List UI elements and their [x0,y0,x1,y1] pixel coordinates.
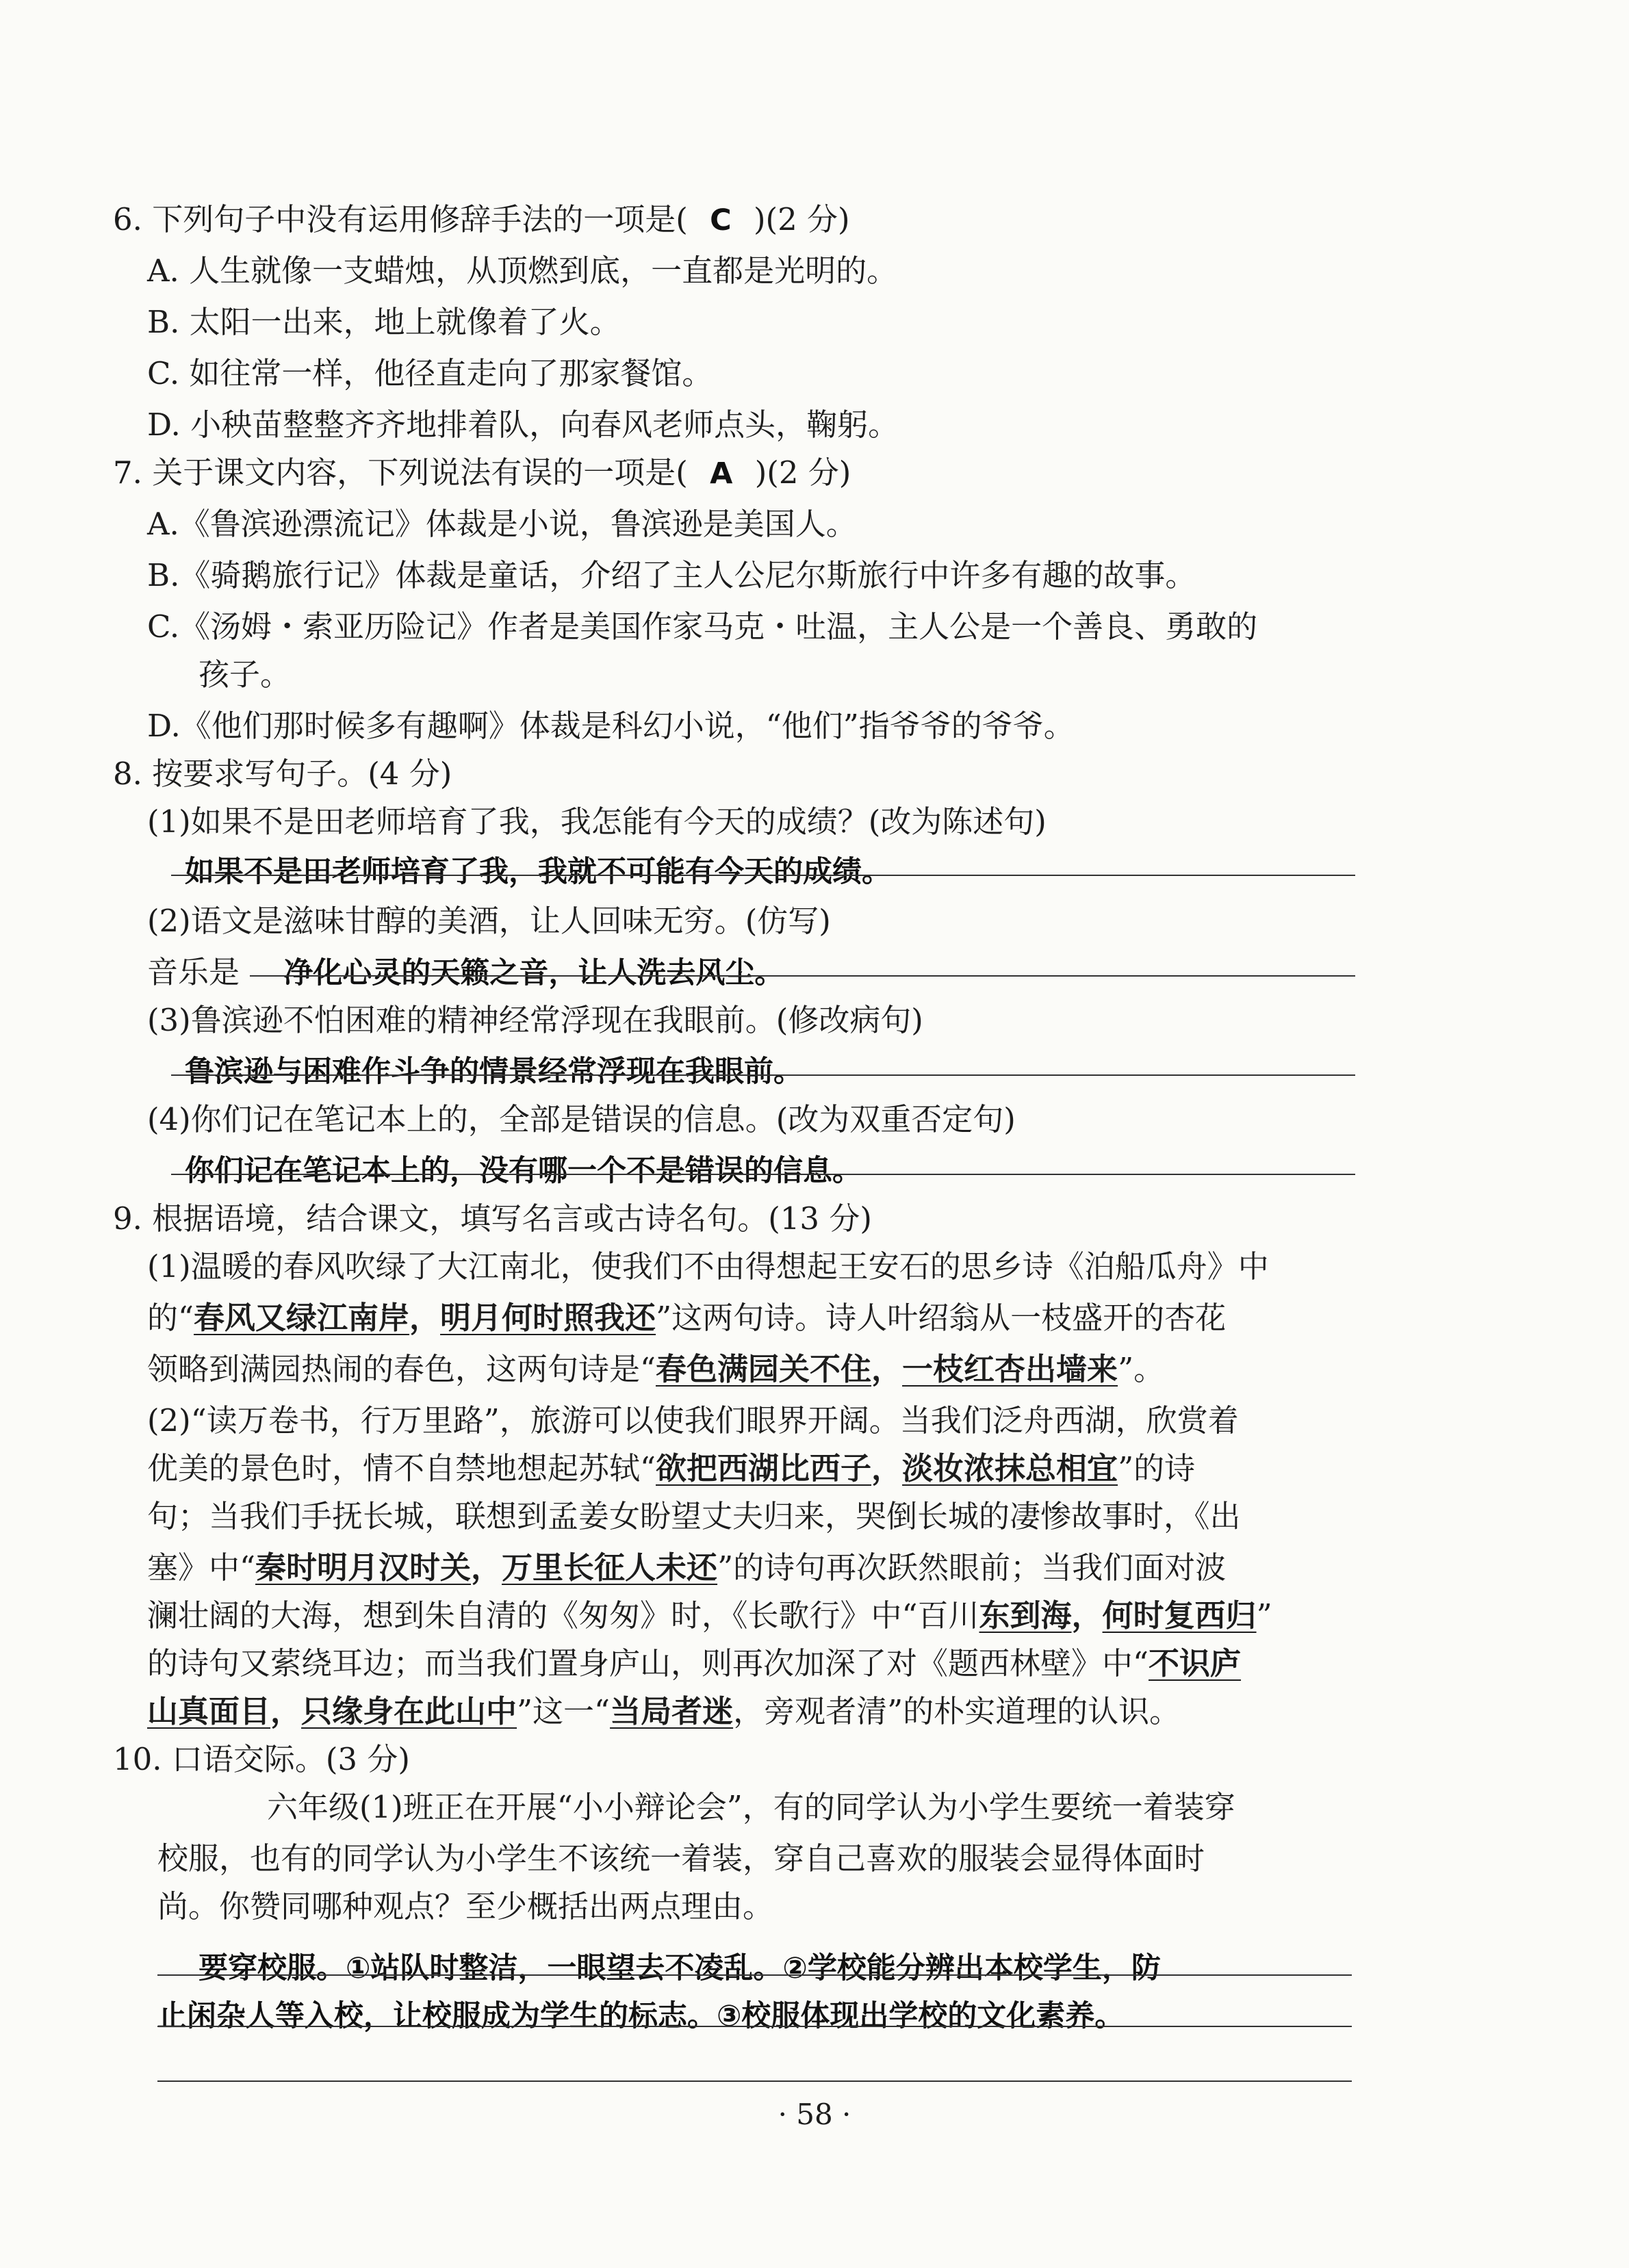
q8-item2-prompt: (2)语文是滋味甘醇的美酒，让人回味无穷。(仿写) [147,903,831,939]
text: 的“ [147,1300,194,1336]
q7-stem [113,448,851,498]
fill-answer: 何时复西归 [1102,1597,1257,1634]
text: ， [871,1351,903,1387]
q7-option-c-cont: 孩子。 [198,656,292,693]
q10-text-line3: 尚。你赞同哪种观点？至少概括出两点理由。 [157,1888,774,1924]
text: ”这一“ [517,1693,611,1729]
q9-p2-line7 [147,1687,1180,1736]
q10-text-line1: 六年级(1)班正在开展“小小辩论会”，有的同学认为小学生要统一着装穿 [267,1789,1235,1825]
answer-line [171,875,1355,876]
q10-answer-line1: 要穿校服。①站队时整洁，一眼望去不凌乱。②学校能分辨出本校学生，防 [198,1951,1161,1985]
fill-answer: 不识庐 [1149,1645,1242,1681]
q7-option-c: C.《汤姆・索亚历险记》作者是美国作家马克・吐温，主人公是一个善良、勇敢的 [147,608,1258,645]
q8-item2-line [147,948,784,997]
q8-item3-prompt: (3)鲁滨逊不怕困难的精神经常浮现在我眼前。(修改病句) [147,1002,923,1038]
answer-line [171,1074,1355,1076]
q9-p2-line6 [147,1639,1241,1688]
text: 澜壮阔的大海，想到朱自清的《匆匆》时，《长歌行》中“百川 [147,1597,979,1634]
fill-answer: 当局者迷 [610,1693,734,1729]
fill-answer: 秦时明月汉时关 [255,1549,472,1586]
q9-stem: 9. 根据语境，结合课文，填写名言或古诗名句。(13 分) [113,1200,872,1237]
fill-answer: 明月何时照我还 [440,1300,656,1336]
q6-option-b: B. 太阳一出来，地上就像着了火。 [147,304,621,340]
q7-stem-text: 7. 关于课文内容，下列说法有误的一项是( [113,454,688,491]
q7-answer: A [710,456,733,491]
q6-option-c: C. 如往常一样，他径直走向了那家餐馆。 [147,355,713,391]
text: ”。 [1118,1351,1165,1387]
fill-answer: 一枝红杏出墙来 [902,1351,1118,1387]
q8-item4-prompt: (4)你们记在笔记本上的，全部是错误的信息。(改为双重否定句) [147,1101,1016,1137]
fill-answer: 只缘身在此山中 [301,1693,517,1729]
text: 领略到满园热闹的春色，这两句诗是“ [147,1351,656,1387]
answer-line [157,2026,1352,2027]
text: 的诗句又萦绕耳边；而当我们置身庐山，则再次加深了对《题西林壁》中“ [147,1645,1149,1681]
q6-stem-text: 6. 下列句子中没有运用修辞手法的一项是( [113,201,688,237]
q9-p2-line1: (2)“读万卷书，行万里路”，旅游可以使我们眼界开阔。当我们泛舟西湖，欣赏着 [147,1402,1239,1439]
text: 优美的景色时，情不自禁地想起苏轼“ [147,1450,656,1486]
text: ， [409,1300,441,1336]
q10-text-line2: 校服，也有的同学认为小学生不该统一着装，穿自己喜欢的服装会显得体面时 [157,1840,1205,1877]
q8-item2-lead: 音乐是 [147,954,240,990]
text: ， [1071,1597,1103,1634]
q9-p2-line3: 句；当我们手抚长城，联想到孟姜女盼望丈夫归来，哭倒长城的凄惨故事时，《出 [147,1498,1241,1534]
text: ” [1256,1597,1272,1634]
text: ， [871,1450,903,1486]
q8-item1-answer: 如果不是田老师培育了我，我就不可能有今天的成绩。 [185,855,891,889]
q8-stem: 8. 按要求写句子。(4 分) [113,756,452,792]
text: ”的诗句再次跃然眼前；当我们面对波 [717,1549,1227,1586]
q8-item1-prompt: (1)如果不是田老师培育了我，我怎能有今天的成绩？(改为陈述句) [147,803,1047,840]
text: ”的诗 [1118,1450,1196,1486]
q9-p2-line5 [147,1591,1272,1640]
text: ”这两句诗。诗人叶绍翁从一枝盛开的杏花 [656,1300,1227,1336]
answer-line [250,975,1355,977]
text: ，旁观者清”的朴实道理的认识。 [733,1693,1181,1729]
q8-item4-answer: 你们记在笔记本上的，没有哪一个不是错误的信息。 [185,1154,862,1188]
answer-line [157,1974,1352,1976]
q7-option-d: D.《他们那时候多有趣啊》体裁是科幻小说，“他们”指爷爷的爷爷。 [147,708,1075,744]
q6-option-d: D. 小秧苗整整齐齐地排着队，向春风老师点头，鞠躬。 [147,407,899,443]
q6-stem [113,195,850,244]
q9-p1-line3 [147,1345,1164,1394]
text: ， [471,1549,502,1586]
fill-answer: 东到海 [979,1597,1072,1634]
q9-p2-line2 [147,1444,1195,1493]
fill-answer: 春风又绿江南岸 [194,1300,410,1336]
answer-line [171,1174,1355,1175]
q8-item3-answer: 鲁滨逊与困难作斗争的情景经常浮现在我眼前。 [185,1055,803,1089]
fill-answer: 欲把西湖比西子 [656,1450,872,1486]
q6-score: )(2 分) [753,201,850,237]
text: ， [270,1693,302,1729]
q9-p2-line4 [147,1543,1226,1593]
q7-score: )(2 分) [754,454,851,491]
q10-answer-line2: 止闲杂人等入校，让校服成为学生的标志。③校服体现出学校的文化素养。 [157,1999,1125,2033]
text: 塞》中“ [147,1549,256,1586]
fill-answer: 山真面目 [147,1693,271,1729]
fill-answer: 万里长征人未还 [502,1549,718,1586]
q9-p1-line2 [147,1293,1226,1343]
q7-option-b: B.《骑鹅旅行记》体裁是童话，介绍了主人公尼尔斯旅行中许多有趣的故事。 [147,557,1196,593]
q10-stem: 10. 口语交际。(3 分) [113,1741,410,1777]
q6-answer: C [710,203,732,237]
q9-p1-line1: (1)温暖的春风吹绿了大江南北，使我们不由得想起王安石的思乡诗《泊船瓜舟》中 [147,1248,1269,1285]
page-number: · 58 · [778,2098,851,2131]
fill-answer: 淡妆浓抹总相宜 [902,1450,1118,1486]
q6-option-a: A. 人生就像一支蜡烛，从顶燃到底，一直都是光明的。 [147,253,898,289]
fill-answer: 春色满园关不住 [656,1351,872,1387]
q7-option-a: A.《鲁滨逊漂流记》体裁是小说，鲁滨逊是美国人。 [147,506,857,542]
answer-line [157,2080,1352,2082]
q8-item2-answer: 净化心灵的天籁之音，让人洗去风尘。 [283,956,784,990]
